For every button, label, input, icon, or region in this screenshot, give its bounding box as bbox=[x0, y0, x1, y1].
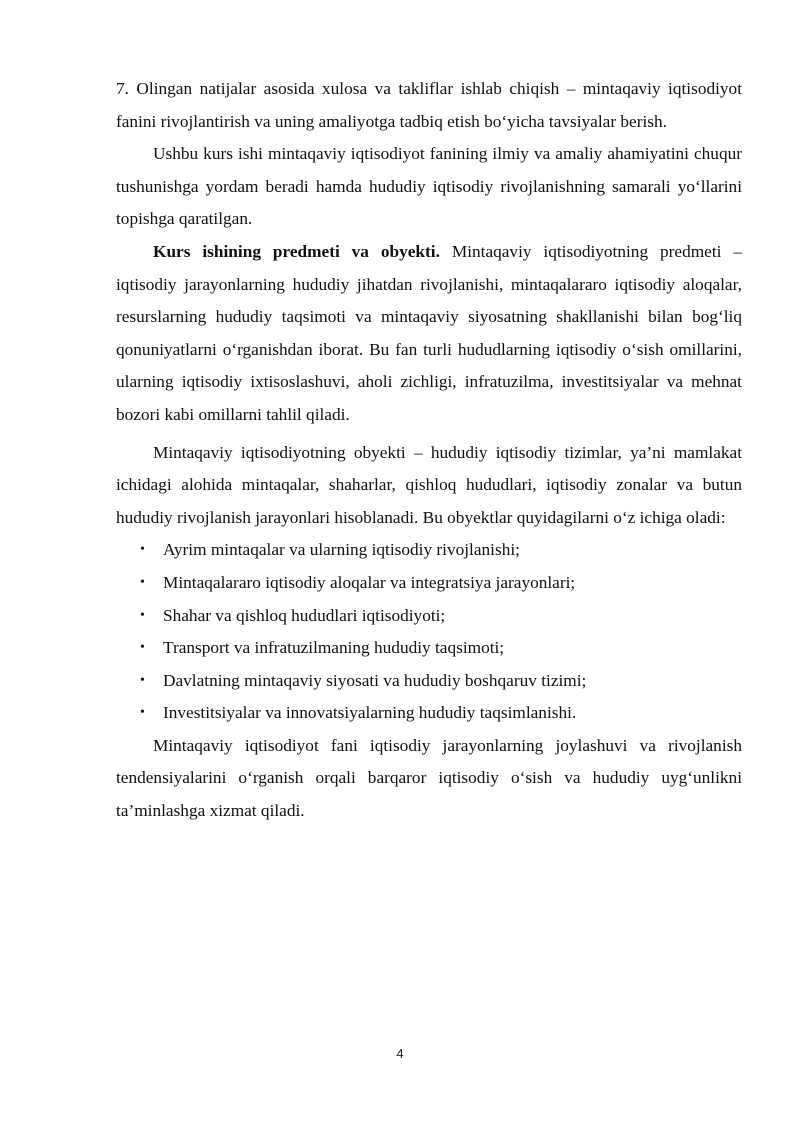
list-item bbox=[116, 665, 742, 698]
list-item-text: Ayrim mintaqalar va ularning iqtisodiy rivojlanishi; bbox=[163, 540, 520, 560]
list-item bbox=[116, 632, 742, 665]
list-item-text: Shahar va qishloq hududlari iqtisodiyoti; bbox=[163, 605, 446, 625]
list-item-text: Investitsiyalar va innovatsiyalarning hududiy taqsimlanishi. bbox=[163, 703, 577, 723]
paragraph-summary: Mintaqaviy iqtisodiyot fani iqtisodiy jarayonlarning joylashuvi va rivojlanish tendensiyalarini o‘rganish orqali barqaror iqtisodiy o‘sish va hududiy uyg‘unlikni ta’minlashga xizmat qiladi. bbox=[116, 735, 742, 821]
list-item-text: Davlatning mintaqaviy siyosati va hududiy boshqaruv tizimi; bbox=[163, 670, 587, 690]
page-body bbox=[116, 73, 742, 828]
bullet-icon: • bbox=[140, 574, 145, 590]
bullet-icon: • bbox=[140, 542, 145, 558]
paragraph-object-definition: Mintaqaviy iqtisodiyotning obyekti – hududiy iqtisodiy tizimlar, ya’ni mamlakat ichidagi alohida mintaqalar, shaharlar, qishloq hududlari, iqtisodiy zonalar va butun hududiy rivojlanish jarayonlari hisoblanadi. Bu obyektlar quyidagilarni o‘z ichiga oladi: bbox=[116, 442, 742, 527]
section-heading-subject-object: Kurs ishining predmeti va obyekti. bbox=[153, 241, 440, 261]
bullet-icon: • bbox=[140, 672, 145, 688]
paragraph-subject-object bbox=[116, 236, 742, 432]
object-list bbox=[116, 534, 742, 730]
list-item bbox=[116, 697, 742, 730]
list-item bbox=[116, 534, 742, 567]
paragraph-course-purpose: Ushbu kurs ishi mintaqaviy iqtisodiyot fanining ilmiy va amaliy ahamiyatini chuqur tushunishga yordam beradi hamda hududiy iqtisodiy rivojlanishning samarali yo‘llarini topishga qaratilgan. bbox=[116, 144, 742, 229]
bullet-icon: • bbox=[140, 705, 145, 721]
list-item-text: Transport va infratuzilmaning hududiy taqsimoti; bbox=[163, 638, 505, 658]
paragraph-subject-text: Mintaqaviy iqtisodiyotning predmeti – iqtisodiy jarayonlarning hududiy jihatdan rivojlanishi, mintaqalararo iqtisodiy aloqalar, resurslarning hududiy taqsimoti va mintaqaviy siyosatning shakllanishi bilan bog‘liq qonuniyatlarni o‘rganishdan iborat. Bu fan turli hududlarning iqtisodiy o‘sish omillarini, ularning iqtisodiy ixtisoslashuvi, aholi zichligi, infratuzilma, investitsiyalar va mehnat bozori kabi omillarni tahlil qiladi. bbox=[116, 241, 742, 424]
list-item bbox=[116, 600, 742, 633]
list-item bbox=[116, 567, 742, 600]
bullet-icon: • bbox=[140, 607, 145, 623]
page-number: 4 bbox=[396, 1046, 404, 1061]
bullet-icon: • bbox=[140, 640, 145, 656]
list-item-text: Mintaqalararo iqtisodiy aloqalar va integratsiya jarayonlari; bbox=[163, 572, 576, 592]
paragraph-conclusion-step: 7. Olingan natijalar asosida xulosa va takliflar ishlab chiqish – mintaqaviy iqtisodiyot fanini rivojlantirish va uning amaliyotga tadbiq etish bo‘yicha tavsiyalar berish. bbox=[116, 79, 742, 131]
